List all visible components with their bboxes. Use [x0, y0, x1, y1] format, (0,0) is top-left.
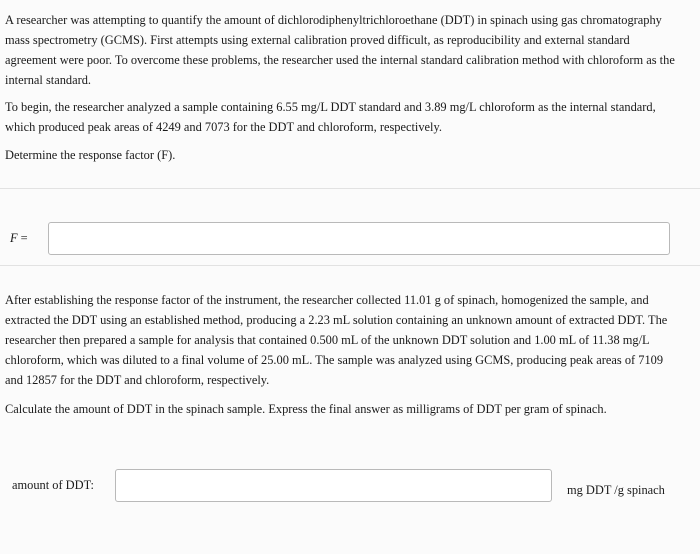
part2-prompt: Calculate the amount of DDT in the spinach sample. Express the final answer as milligrams of DDT per gram of spinach.	[5, 402, 607, 416]
response-factor-label	[10, 230, 28, 246]
part1-prompt: Determine the response factor (F).	[5, 148, 176, 162]
response-factor-input[interactable]	[48, 222, 670, 255]
amount-ddt-label: amount of DDT:	[12, 478, 94, 492]
section-divider	[0, 265, 700, 266]
amount-ddt-unit: mg DDT /g spinach	[567, 483, 665, 497]
equals-sign: =	[17, 231, 28, 245]
part2-text: After establishing the response factor of the instrument, the researcher collected 11.01 g of spinach, homogenized the sample, and extracted the DDT using an established method, producing a 2.23 mL solution containing an unknown amount of extracted DDT. The researcher then prepared a sample for analysis that contained 0.500 mL of the unknown DDT solution and 1.00 mL of 11.38 mg/L chloroform, which was diluted to a final volume of 25.00 mL. The sample was analyzed using GCMS, producing peak areas of 7109 and 12857 for the DDT and chloroform, respectively.	[5, 293, 668, 387]
question-intro: A researcher was attempting to quantify the amount of dichlorodiphenyltrichloroethane (DDT) in spinach using gas chromatography mass spectrometry (GCMS). First attempts using external calibration proved difficult, as reproducibility and external standard agreement were poor. To overcome these problems, the researcher used the internal standard calibration method with chloroform as the internal standard.	[5, 13, 675, 87]
response-factor-variable: F	[10, 231, 18, 245]
amount-ddt-input[interactable]	[115, 469, 552, 502]
section-divider	[0, 188, 700, 189]
question-setup: To begin, the researcher analyzed a sample containing 6.55 mg/L DDT standard and 3.89 mg/L chloroform as the internal standard, which produced peak areas of 4249 and 7073 for the DDT and chloroform, respectively.	[5, 100, 656, 134]
